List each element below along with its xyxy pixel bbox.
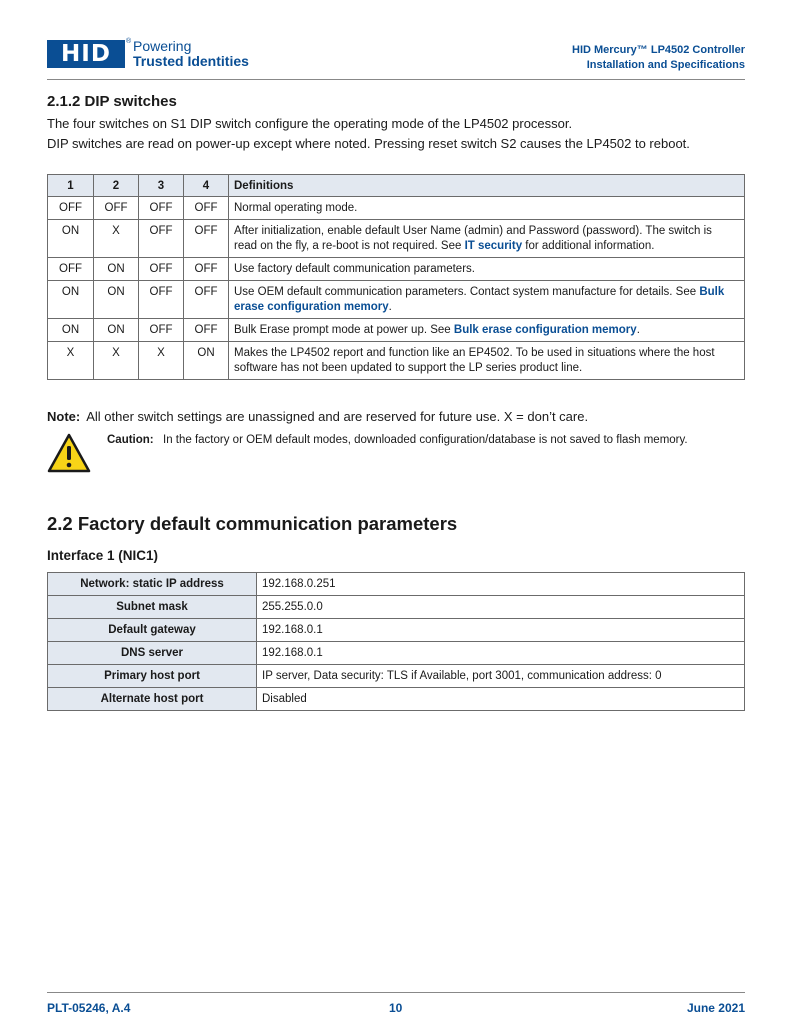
parameter-name: DNS server (48, 642, 257, 665)
table-row (48, 688, 745, 711)
parameter-value: 255.255.0.0 (257, 596, 745, 619)
switch-state: X (48, 342, 94, 380)
table-row (48, 596, 745, 619)
switch-state: ON (48, 281, 94, 319)
switch-state: ON (48, 319, 94, 342)
switch-state: OFF (139, 258, 184, 281)
parameter-value: IP server, Data security: TLS if Available, port 3001, communication address: 0 (257, 665, 745, 688)
footer-date: June 2021 (686, 1001, 745, 1015)
doc-title-line2: Installation and Specifications (586, 59, 745, 71)
column-header: 2 (94, 175, 139, 197)
parameter-value: 192.168.0.1 (257, 642, 745, 665)
note-text: All other switch settings are unassigned and are reserved for future use. X = don’t care. (86, 409, 589, 424)
definition-text: Bulk Erase prompt mode at power up. See (234, 324, 454, 336)
definition-cell (229, 319, 745, 342)
parameter-value: 192.168.0.1 (257, 619, 745, 642)
definition-cell (229, 281, 745, 319)
switch-state: OFF (184, 220, 229, 258)
switch-state: OFF (94, 197, 139, 220)
switch-state: OFF (139, 281, 184, 319)
table-row (48, 665, 745, 688)
switch-state: OFF (184, 258, 229, 281)
table-row (48, 197, 745, 220)
definition-text-after: . (388, 301, 392, 313)
parameter-name: Network: static IP address (48, 573, 257, 596)
switch-state: OFF (48, 258, 94, 281)
definition-text: Normal operating mode. (234, 202, 358, 214)
switch-state: ON (94, 258, 139, 281)
doc-title-line1: HID Mercury™ LP4502 Controller (572, 44, 745, 56)
interface-subheading: Interface 1 (NIC1) (47, 548, 159, 563)
table-row (48, 220, 745, 258)
logo-trademark: ® (126, 38, 132, 45)
column-header: 3 (139, 175, 184, 197)
table-row (48, 281, 745, 319)
definition-text-after: . (636, 324, 640, 336)
factory-section-heading: 2.2 Factory default communication parameters (47, 513, 458, 534)
dip-intro-paragraph: The four switches on S1 DIP switch configure the operating mode of the LP4502 processor. (47, 116, 573, 131)
parameter-name: Subnet mask (48, 596, 257, 619)
switch-state: ON (48, 220, 94, 258)
switch-state: X (94, 342, 139, 380)
switch-state: OFF (184, 281, 229, 319)
table-row (48, 319, 745, 342)
bulk-erase-link[interactable]: Bulk erase configuration memory (453, 324, 637, 336)
document-title (572, 43, 745, 73)
tagline-line1: Powering (133, 38, 192, 54)
definition-text: Use OEM default communication parameters. Contact system manufacture for details. See (234, 286, 700, 298)
switch-state: OFF (48, 197, 94, 220)
footer-divider (47, 992, 745, 993)
switch-state: OFF (139, 197, 184, 220)
hid-logo: HID (47, 40, 125, 68)
dip-switch-table (47, 174, 745, 380)
table-header-row (48, 175, 745, 197)
table-row (48, 573, 745, 596)
header-divider (47, 79, 745, 80)
definition-cell (229, 342, 745, 380)
switch-state: OFF (139, 220, 184, 258)
dip-reset-paragraph: DIP switches are read on power-up except where noted. Pressing reset switch S2 causes the LP4502 to reboot. (47, 136, 690, 151)
table-row (48, 619, 745, 642)
switch-state: ON (184, 342, 229, 380)
table-row (48, 342, 745, 380)
bulk-erase-link[interactable]: Bulk erase configuration memory (234, 286, 725, 313)
page-header (47, 38, 745, 78)
parameter-value: Disabled (257, 688, 745, 711)
logo-tagline (133, 39, 249, 69)
note-label: Note: (47, 409, 81, 424)
dip-section-heading: 2.1.2 DIP switches (47, 93, 177, 110)
footer-doc-id: PLT-05246, A.4 (47, 1001, 131, 1015)
definition-text-after: for additional information. (522, 240, 655, 252)
it-security-link[interactable]: IT security (464, 240, 523, 252)
table-row (48, 258, 745, 281)
switch-state: X (139, 342, 184, 380)
warning-triangle-icon (47, 433, 91, 473)
column-header: Definitions (229, 175, 745, 197)
switch-state: OFF (139, 319, 184, 342)
caution-text: In the factory or OEM default modes, downloaded configuration/database is not saved to flash memory. (163, 434, 688, 446)
parameter-value: 192.168.0.251 (257, 573, 745, 596)
parameter-name: Alternate host port (48, 688, 257, 711)
footer-page-number: 10 (389, 1001, 403, 1015)
definition-text: Makes the LP4502 report and function like an EP4502. To be used in situations where the host software has not been updated to support the LP series product line. (234, 347, 715, 374)
definition-text: After initialization, enable default User Name (admin) and Password (password). The switch is read on the fly, a re-boot is not required. See (234, 225, 712, 252)
definition-cell (229, 220, 745, 258)
switch-state: ON (94, 281, 139, 319)
parameter-name: Default gateway (48, 619, 257, 642)
parameter-name: Primary host port (48, 665, 257, 688)
definition-cell (229, 197, 745, 220)
column-header: 4 (184, 175, 229, 197)
switch-state: OFF (184, 197, 229, 220)
caution-label: Caution: (107, 434, 154, 446)
definition-text: Use factory default communication parameters. (234, 263, 475, 275)
switch-state: OFF (184, 319, 229, 342)
switch-state: ON (94, 319, 139, 342)
column-header: 1 (48, 175, 94, 197)
communication-parameters-table (47, 572, 745, 711)
switch-state: X (94, 220, 139, 258)
definition-cell (229, 258, 745, 281)
note (47, 409, 588, 424)
tagline-line2: Trusted Identities (133, 53, 249, 69)
table-row (48, 642, 745, 665)
